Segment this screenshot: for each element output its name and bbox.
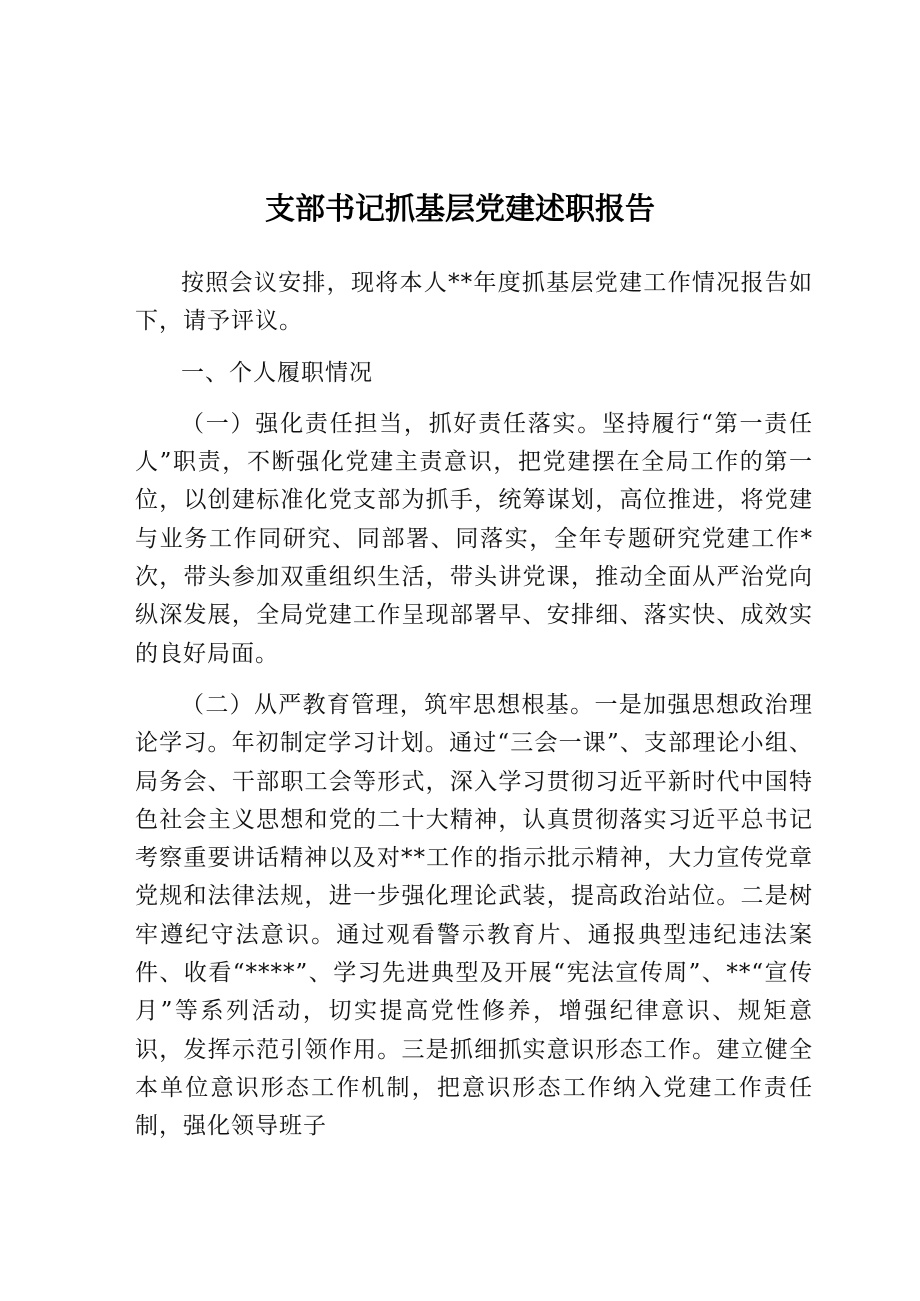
document-title: 支部书记抓基层党建述职报告: [265, 192, 655, 227]
intro-paragraph: 按照会议安排，现将本人**年度抓基层党建工作情况报告如下，请予评议。: [135, 270, 813, 335]
paragraph-responsibility: （一）强化责任担当，抓好责任落实。坚持履行“第一责任人”职责，不断强化党建主责意识，把党建摆在全局工作的第一位，以创建标准化党支部为抓手，统筹谋划，高位推进，将党建与业务工作同研究、同部署、同落实，全年专题研究党建工作*次，带头参加双重组织生活，带头讲党课，推动全面从严治党向纵深发展，全局党建工作呈现部署早、安排细、落实快、成效实的良好局面。: [135, 410, 813, 667]
document-body: [135, 264, 813, 1146]
paragraph-education: （二）从严教育管理，筑牢思想根基。一是加强思想政治理论学习。年初制定学习计划。通过“三会一课”、支部理论小组、局务会、干部职工会等形式，深入学习贯彻习近平新时代中国特色社会主义思想和党的二十大精神，认真贯彻落实习近平总书记考察重要讲话精神以及对**工作的指示批示精神，大力宣传党章党规和法律法规，进一步强化理论武装，提高政治站位。二是树牢遵纪守法意识。通过观看警示教育片、通报典型违纪违法案件、收看“****”、学习先进典型及开展“宪法宣传周”、**“宣传月”等系列活动，切实提高党性修养，增强纪律意识、规矩意识，发挥示范引领作用。三是抓细抓实意识形态工作。建立健全本单位意识形态工作机制，把意识形态工作纳入党建工作责任制，强化领导班子: [135, 691, 813, 1140]
section-heading: 一、个人履职情况: [181, 359, 373, 386]
